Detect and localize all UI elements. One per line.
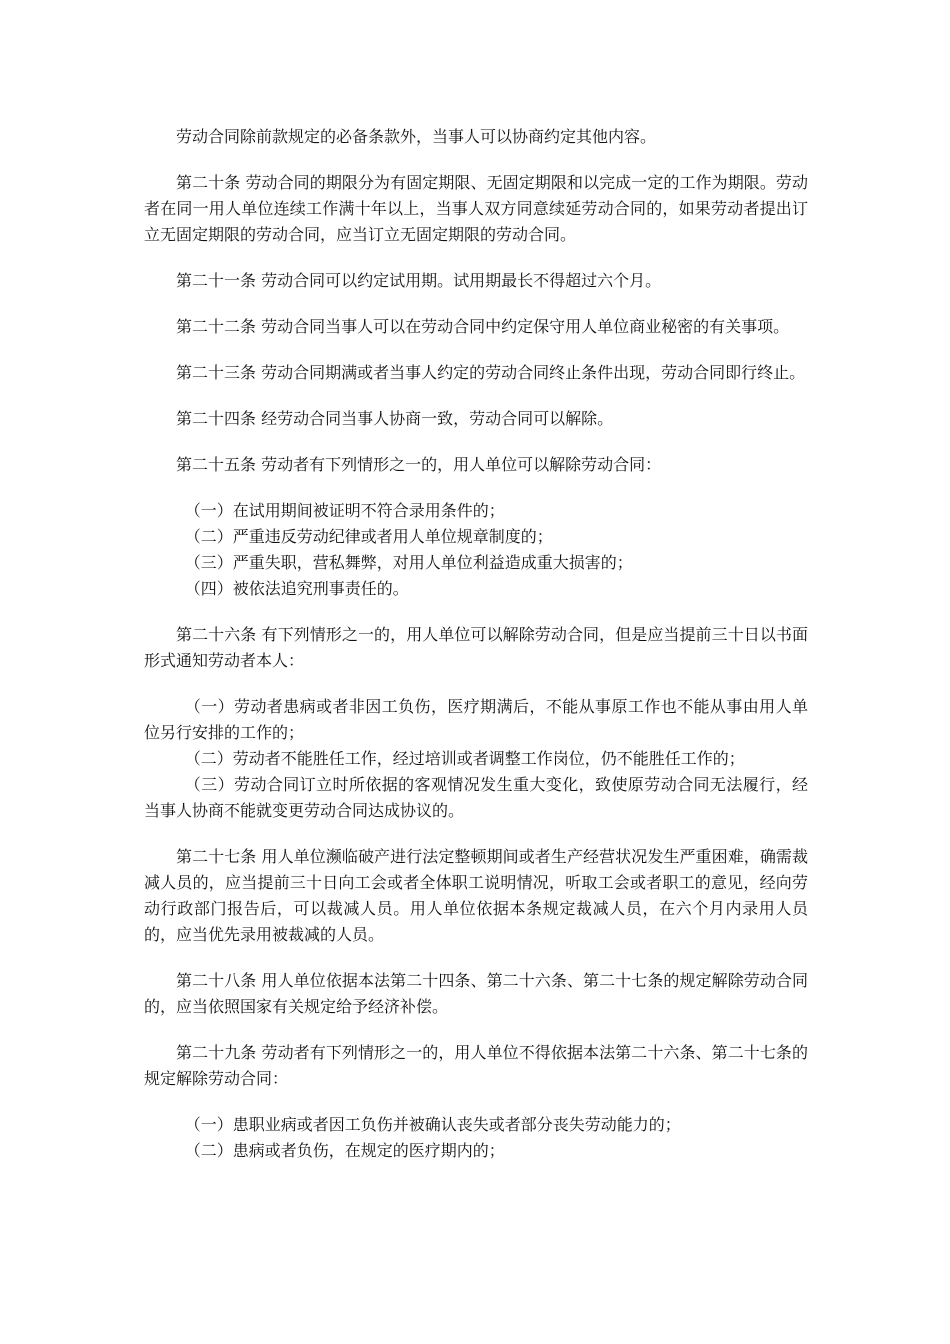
article-20: 第二十条 劳动合同的期限分为有固定期限、无固定期限和以完成一定的工作为期限。劳动者在同一用人单位连续工作满十年以上，当事人双方同意续延劳动合同的，如果劳动者提出订立无固定期限的劳动合同，应当订立无固定期限的劳动合同。 — [144, 173, 808, 244]
article-26: 第二十六条 有下列情形之一的，用人单位可以解除劳动合同，但是应当提前三十日以书面形式通知劳动者本人： — [144, 625, 808, 670]
article-25-list — [144, 498, 808, 602]
article-27: 第二十七条 用人单位濒临破产进行法定整顿期间或者生产经营状况发生严重困难，确需裁减人员的，应当提前三十日向工会或者全体职工说明情况，听取工会或者职工的意见，经向劳动行政部门报告后，可以裁减人员。用人单位依据本条规定裁减人员，在六个月内录用人员的，应当优先录用被裁减的人员。 — [144, 847, 808, 944]
list-item: （二）严重违反劳动纪律或者用人单位规章制度的； — [184, 527, 553, 546]
article-26-list — [144, 694, 808, 824]
article-25: 第二十五条 劳动者有下列情形之一的，用人单位可以解除劳动合同： — [176, 455, 662, 474]
document-page — [144, 124, 808, 1184]
list-item: （四）被依法追究刑事责任的。 — [184, 579, 409, 598]
article-24: 第二十四条 经劳动合同当事人协商一致，劳动合同可以解除。 — [176, 409, 614, 428]
list-item: （三）严重失职，营私舞弊，对用人单位利益造成重大损害的； — [184, 553, 633, 572]
article-28: 第二十八条 用人单位依据本法第二十四条、第二十六条、第二十七条的规定解除劳动合同的，应当依照国家有关规定给予经济补偿。 — [144, 971, 808, 1016]
list-item: （二）患病或者负伤，在规定的医疗期内的； — [184, 1141, 505, 1160]
article-21: 第二十一条 劳动合同可以约定试用期。试用期最长不得超过六个月。 — [176, 271, 662, 290]
list-item: （三）劳动合同订立时所依据的客观情况发生重大变化，致使原劳动合同无法履行，经当事人协商不能就变更劳动合同达成协议的。 — [144, 775, 808, 820]
article-29-list — [144, 1112, 808, 1164]
list-item: （一）在试用期间被证明不符合录用条件的； — [184, 501, 505, 520]
list-item: （二）劳动者不能胜任工作，经过培训或者调整工作岗位，仍不能胜任工作的； — [184, 749, 745, 768]
article-23: 第二十三条 劳动合同期满或者当事人约定的劳动合同终止条件出现，劳动合同即行终止。 — [176, 363, 806, 382]
list-item: （一）劳动者患病或者非因工负伤，医疗期满后，不能从事原工作也不能从事由用人单位另行安排的工作的； — [144, 697, 808, 742]
article-29: 第二十九条 劳动者有下列情形之一的，用人单位不得依据本法第二十六条、第二十七条的规定解除劳动合同： — [144, 1043, 808, 1088]
paragraph-supplementary-terms: 劳动合同除前款规定的必备条款外，当事人可以协商约定其他内容。 — [176, 127, 657, 146]
list-item: （一）患职业病或者因工负伤并被确认丧失或者部分丧失劳动能力的； — [184, 1115, 681, 1134]
article-22: 第二十二条 劳动合同当事人可以在劳动合同中约定保守用人单位商业秘密的有关事项。 — [176, 317, 790, 336]
